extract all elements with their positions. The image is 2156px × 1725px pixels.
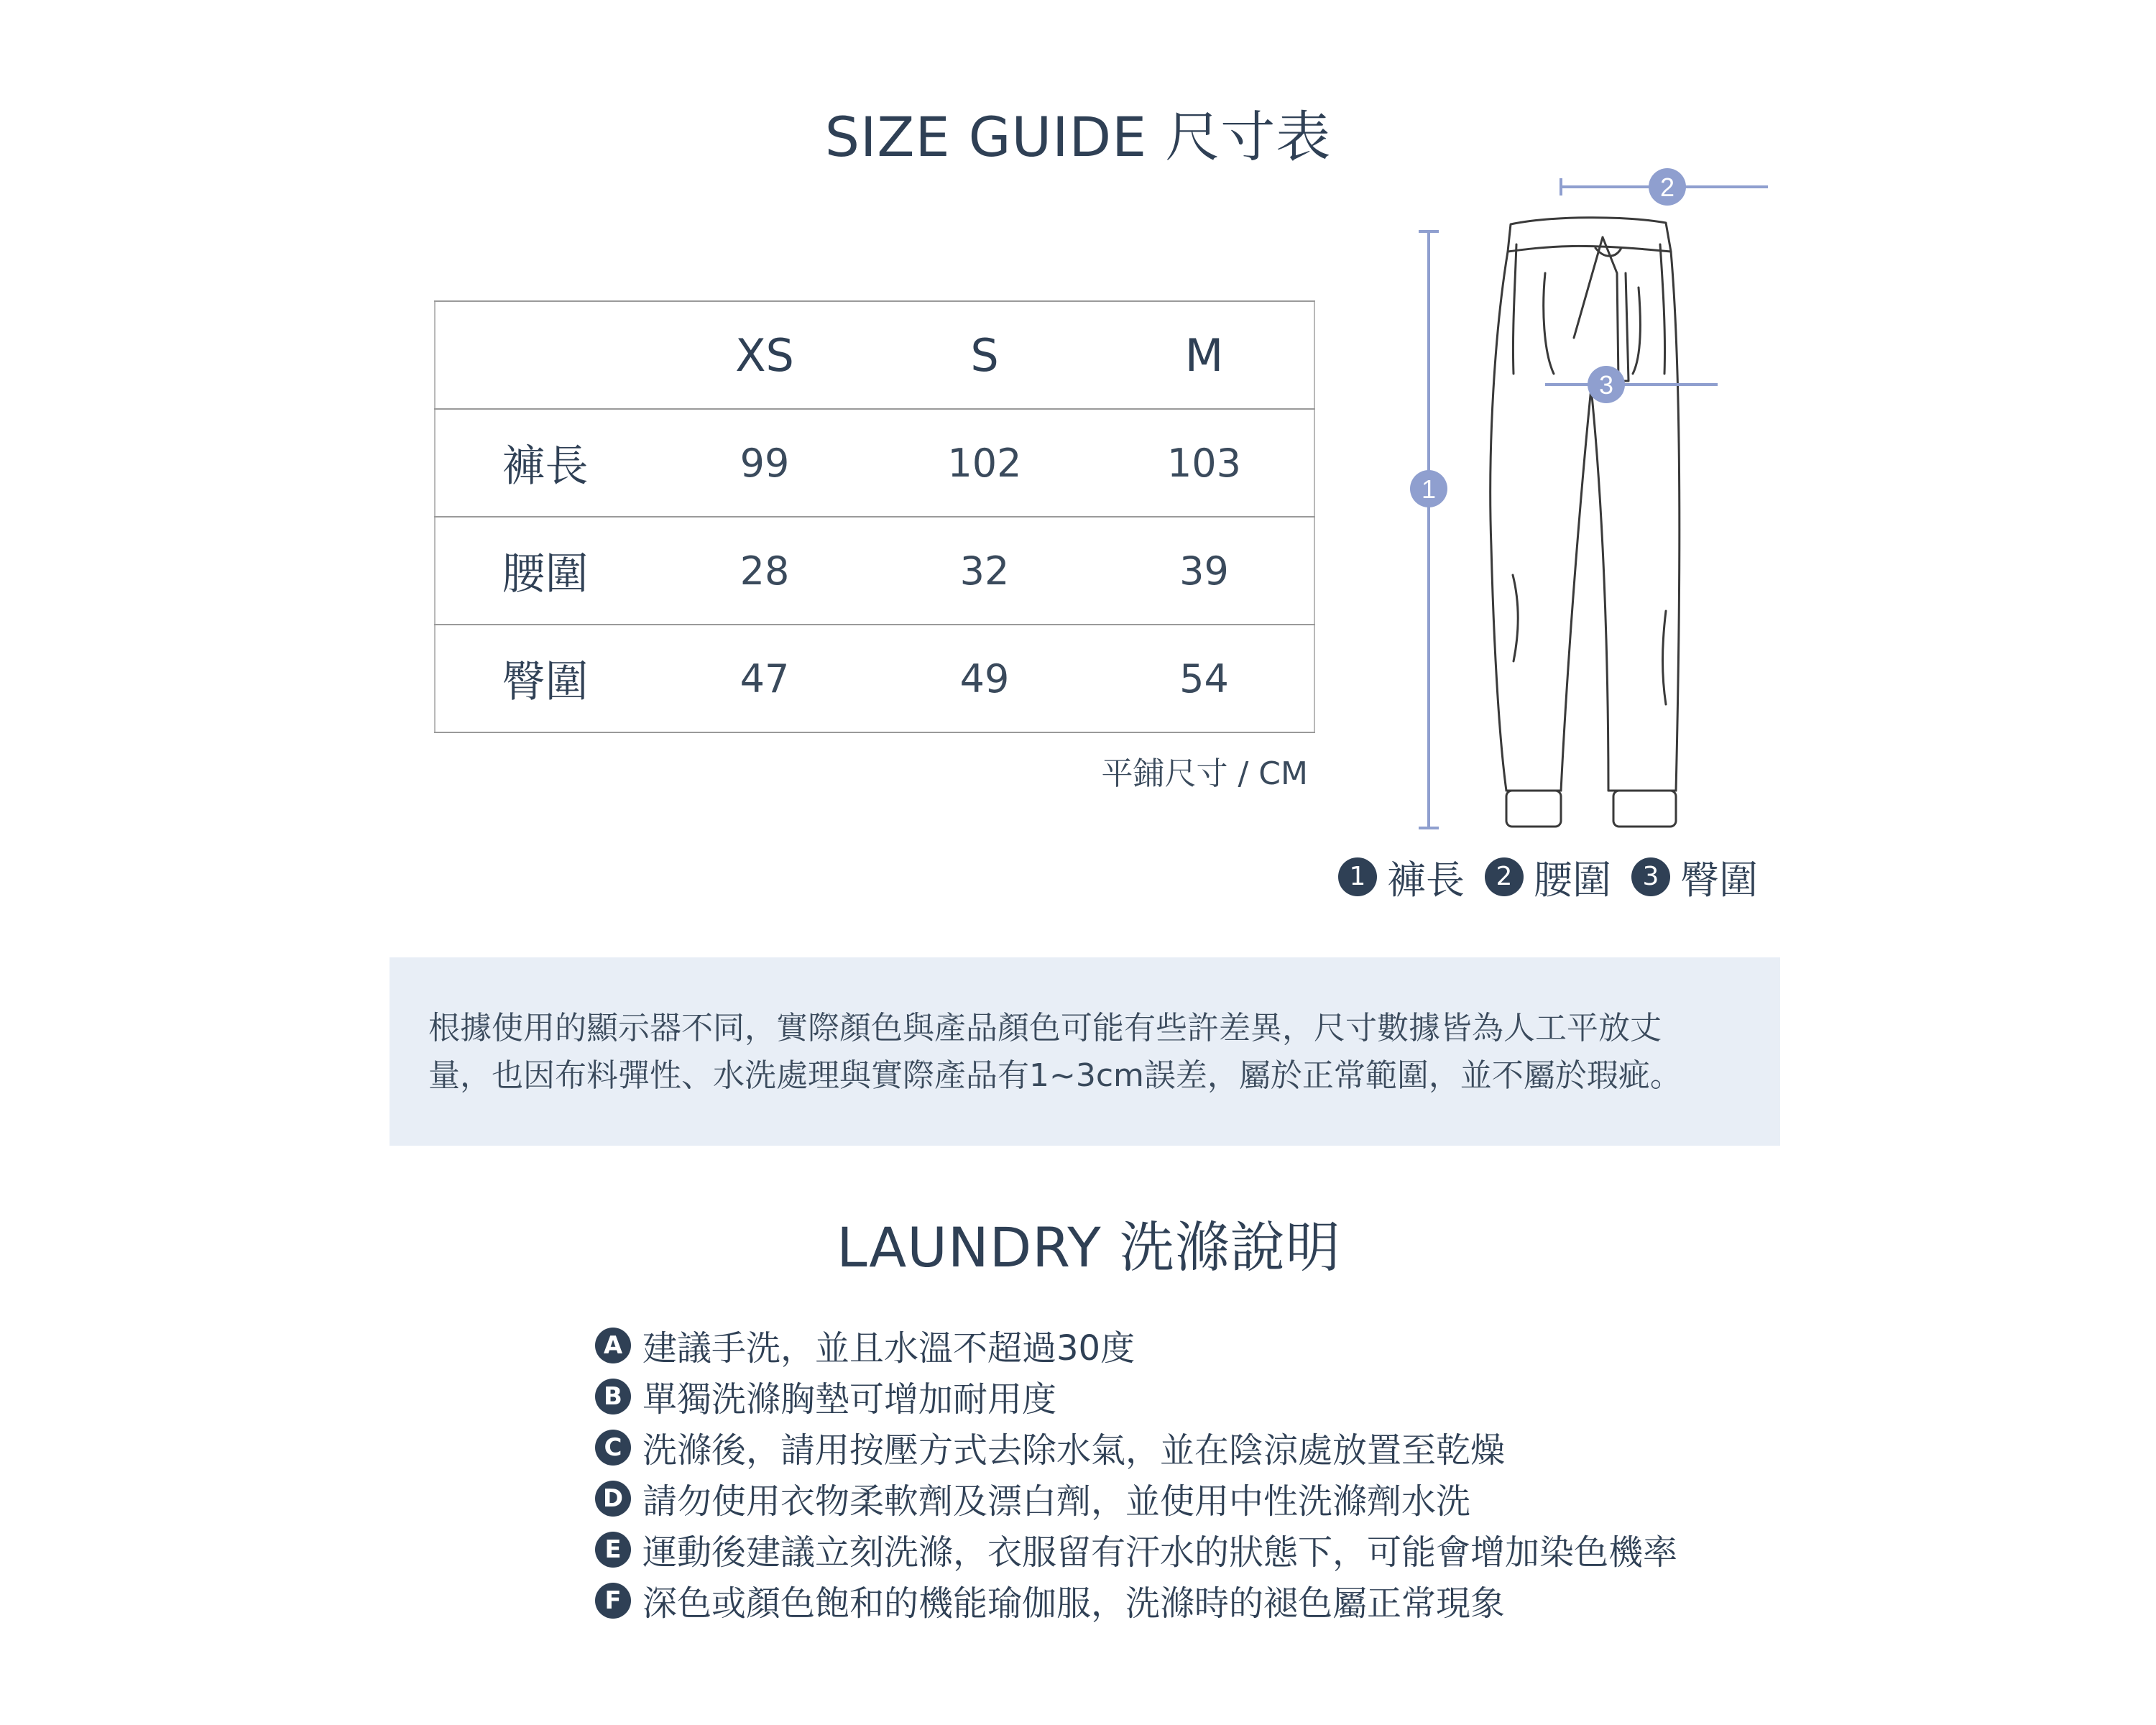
item-badge: A — [595, 1328, 631, 1363]
pants-outline-icon — [1491, 218, 1680, 827]
list-item — [595, 1524, 1677, 1575]
item-badge: E — [595, 1532, 631, 1568]
diagram-legend — [1338, 852, 1778, 902]
list-item — [595, 1320, 1677, 1371]
legend-number: 1 — [1338, 857, 1377, 896]
table-header-cell: M — [1095, 301, 1314, 409]
row-label: 腰圍 — [435, 517, 655, 625]
legend-number: 3 — [1631, 857, 1670, 896]
list-item — [595, 1473, 1677, 1524]
laundry-title: LAUNDRY 洗滌說明 — [837, 1215, 1341, 1279]
table-cell: 28 — [655, 517, 875, 625]
note-line: 根據使用的顯示器不同，實際顏色與產品顏色可能有些許差異，尺寸數據皆為人工平放丈 — [428, 1010, 1662, 1046]
item-text: 深色或顏色飽和的機能瑜伽服，洗滌時的褪色屬正常現象 — [642, 1583, 1506, 1624]
table-header-cell: S — [875, 301, 1095, 409]
legend-label: 褲長 — [1387, 857, 1465, 903]
marker-label: 2 — [1659, 172, 1675, 202]
legend-label: 臀圍 — [1680, 857, 1758, 903]
legend-number: 2 — [1485, 857, 1524, 896]
legend-item — [1338, 850, 1465, 905]
item-badge: F — [595, 1583, 631, 1619]
legend-label: 腰圍 — [1534, 857, 1611, 903]
table-cell: 49 — [875, 625, 1095, 732]
disclaimer-note — [390, 957, 1780, 1146]
table-row — [435, 409, 1314, 517]
size-guide-title: SIZE GUIDE 尺寸表 — [824, 105, 1332, 169]
legend-item — [1631, 850, 1758, 905]
item-badge: B — [595, 1379, 631, 1414]
table-row — [435, 625, 1314, 732]
table-cell: 103 — [1095, 409, 1314, 517]
table-cell: 47 — [655, 625, 875, 732]
note-line: 量，也因布料彈性、水洗處理與實際產品有1~3cm誤差，屬於正常範圍，並不屬於瑕疵。 — [428, 1057, 1682, 1094]
table-cell: 99 — [655, 409, 875, 517]
table-cell: 54 — [1095, 625, 1314, 732]
list-item — [595, 1575, 1677, 1626]
table-cell: 32 — [875, 517, 1095, 625]
marker-label: 1 — [1421, 474, 1437, 504]
item-text: 洗滌後，請用按壓方式去除水氣，並在陰涼處放置至乾燥 — [642, 1430, 1506, 1471]
table-header-cell: XS — [655, 301, 875, 409]
marker-3 — [1588, 366, 1625, 403]
size-table — [434, 300, 1315, 733]
marker-2 — [1649, 168, 1686, 206]
row-label: 臀圍 — [435, 625, 655, 732]
item-text: 建議手洗，並且水溫不超過30度 — [642, 1328, 1135, 1368]
item-badge: C — [595, 1430, 631, 1466]
list-item — [595, 1371, 1677, 1422]
item-text: 請勿使用衣物柔軟劑及漂白劑，並使用中性洗滌劑水洗 — [642, 1481, 1471, 1522]
unit-caption: 平鋪尺寸 / CM — [1101, 755, 1308, 792]
marker-label: 3 — [1598, 370, 1614, 400]
list-item — [595, 1422, 1677, 1473]
table-header-cell — [435, 301, 655, 409]
table-cell: 102 — [875, 409, 1095, 517]
row-label: 褲長 — [435, 409, 655, 517]
measure-lines — [1419, 178, 1768, 828]
table-cell: 39 — [1095, 517, 1314, 625]
table-row — [435, 517, 1314, 625]
item-text: 運動後建議立刻洗滌，衣服留有汗水的狀態下，可能會增加染色機率 — [642, 1532, 1678, 1573]
item-text: 單獨洗滌胸墊可增加耐用度 — [642, 1379, 1057, 1420]
item-badge: D — [595, 1481, 631, 1517]
legend-item — [1485, 850, 1611, 905]
marker-1 — [1410, 470, 1447, 507]
laundry-list — [595, 1320, 1677, 1626]
pants-diagram — [1365, 144, 1768, 841]
table-header-row — [435, 301, 1314, 409]
